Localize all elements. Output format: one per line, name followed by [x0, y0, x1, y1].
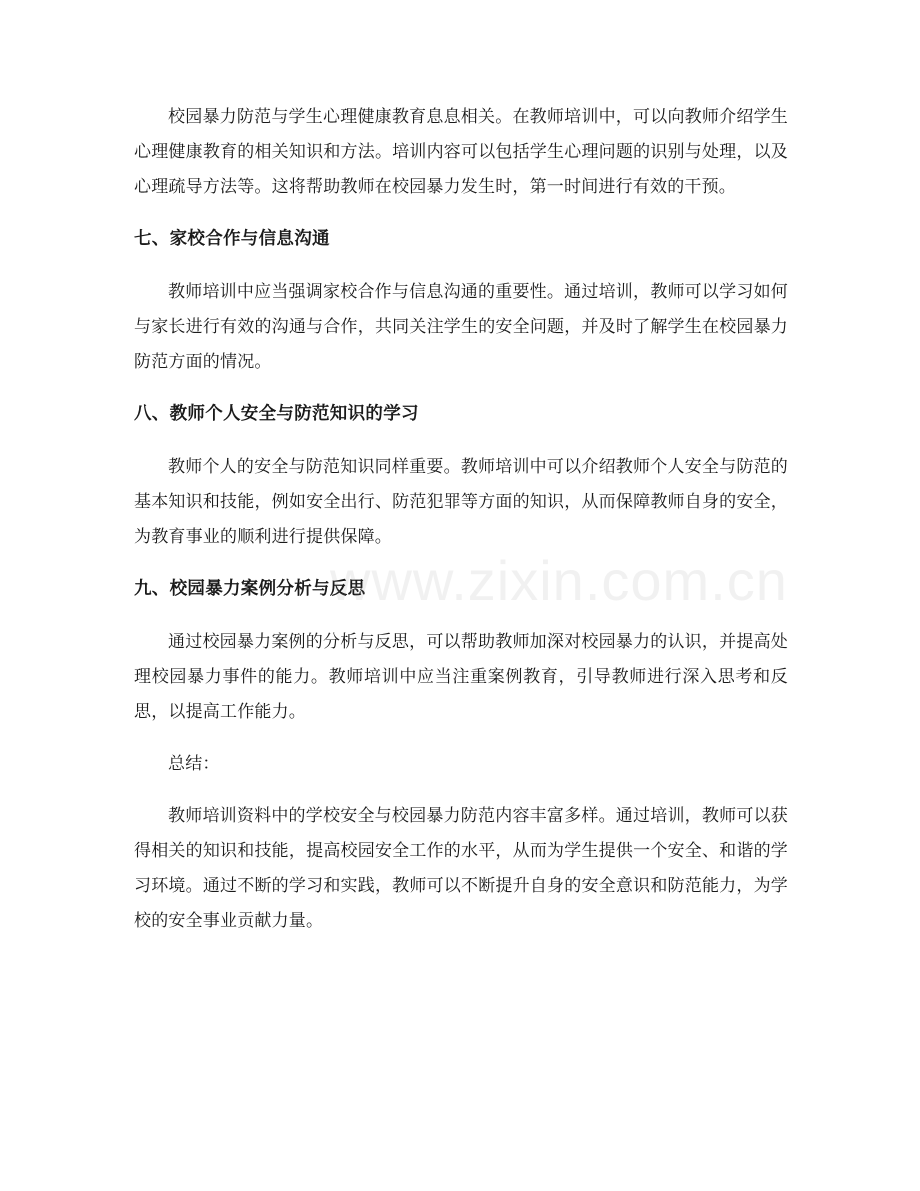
paragraph-home-school: 教师培训中应当强调家校合作与信息沟通的重要性。通过培训，教师可以学习如何与家长进行有效的沟通与合作，共同关注学生的安全问题，并及时了解学生在校园暴力防范方面的情况。: [134, 282, 788, 372]
section-heading-9: 九、校园暴力案例分析与反思: [134, 579, 366, 599]
spacer: [134, 730, 788, 747]
spacer: [134, 205, 788, 222]
paragraph-case-analysis: 通过校园暴力案例的分析与反思，可以帮助教师加深对校园暴力的认识，并提高处理校园暴力事件的能力。教师培训中应当注重案例教育，引导教师进行深入思考和反思，以提高工作能力。: [134, 632, 788, 722]
spacer: [134, 380, 788, 397]
paragraph-summary: 教师培训资料中的学校安全与校园暴力防范内容丰富多样。通过培训，教师可以获得相关的知识和技能，提高校园安全工作的水平，从而为学生提供一个安全、和谐的学习环境。通过不断的学习和实践，教师可以不断提升自身的安全意识和防范能力，为学校的安全事业贡献力量。: [134, 806, 788, 931]
spacer: [134, 782, 788, 799]
section-heading-8: 八、教师个人安全与防范知识的学习: [134, 404, 419, 424]
summary-label: 总结：: [168, 754, 220, 774]
spacer: [134, 432, 788, 450]
paragraph-psychological-health: 校园暴力防范与学生心理健康教育息息相关。在教师培训中，可以向教师介绍学生心理健康教育的相关知识和方法。培训内容可以包括学生心理问题的识别与处理，以及心理疏导方法等。这将帮助教师在校园暴力发生时，第一时间进行有效的干预。: [134, 107, 788, 197]
spacer: [134, 607, 788, 625]
spacer: [134, 555, 788, 572]
paragraph-teacher-safety: 教师个人的安全与防范知识同样重要。教师培训中可以介绍教师个人安全与防范的基本知识和技能，例如安全出行、防范犯罪等方面的知识，从而保障教师自身的安全，为教育事业的顺利进行提供保障。: [134, 457, 788, 547]
watermark: www.zixin.com.cn: [330, 549, 788, 612]
document-body: [134, 100, 788, 939]
section-heading-7: 七、家校合作与信息沟通: [134, 229, 330, 249]
spacer: [134, 257, 788, 275]
